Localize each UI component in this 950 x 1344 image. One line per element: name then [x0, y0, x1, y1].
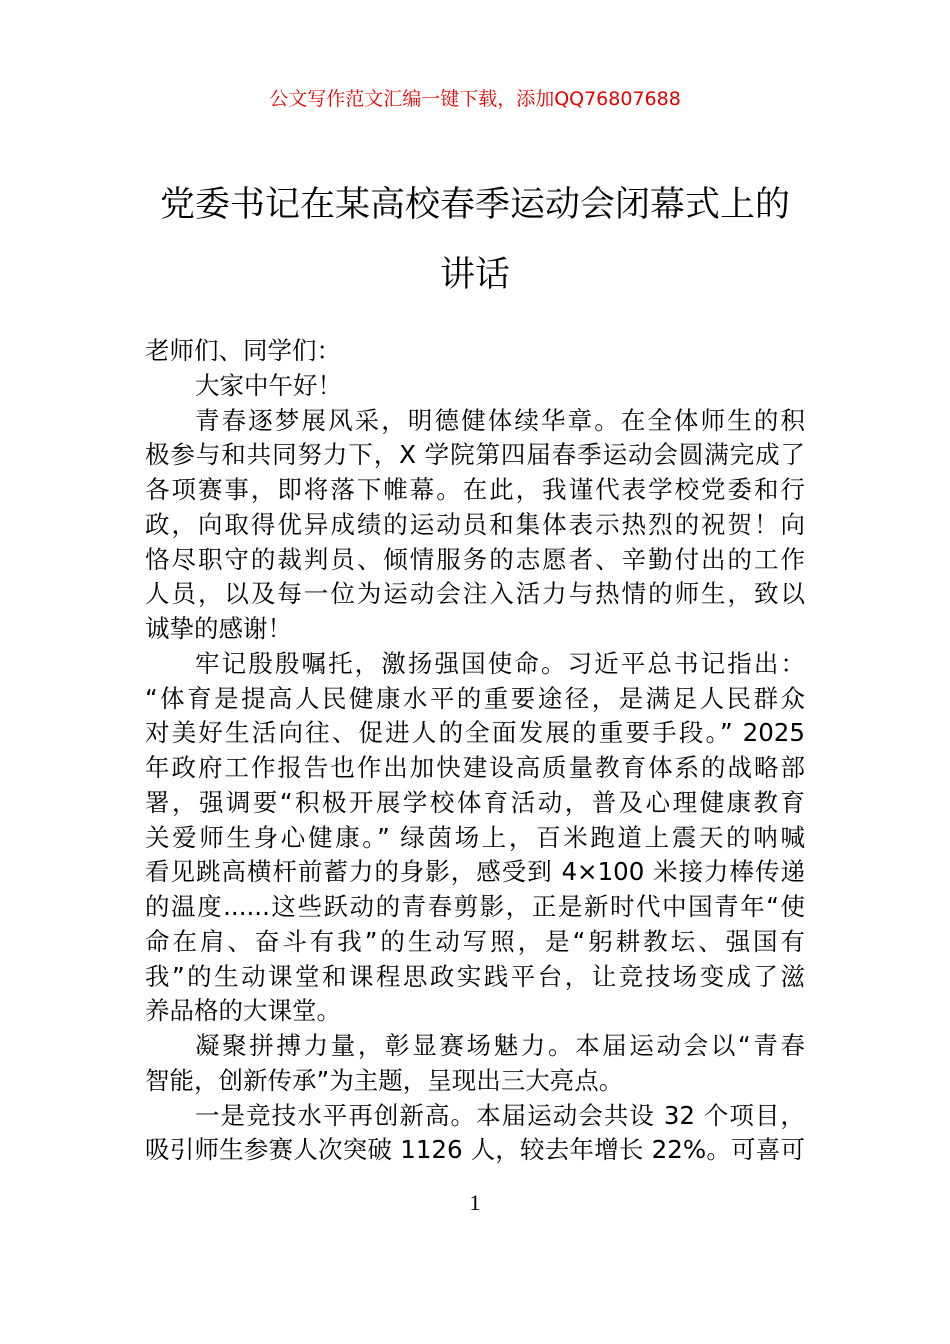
text-line: 我”的生动课堂和课程思政实践平台，让竞技场变成了滋: [145, 961, 805, 991]
promo-header: 公文写作范文汇编一键下载，添加QQ76807688: [269, 88, 681, 110]
paragraph: [145, 334, 805, 369]
text-line: 智能，创新传承”为主题，呈现出三大亮点。: [145, 1065, 624, 1095]
paragraph: [145, 369, 805, 404]
text-line: 极参与和共同努力下，X 学院第四届春季运动会圆满完成了: [145, 440, 805, 470]
text-line: 一是竞技水平再创新高。本届运动会共设 32 个项目，: [195, 1100, 805, 1130]
text-line: 恪尽职守的裁判员、倾情服务的志愿者、辛勤付出的工作: [145, 544, 805, 574]
text-line: 年政府工作报告也作出加快建设高质量教育体系的战略部: [145, 753, 805, 782]
text-line: 养品格的大课堂。: [145, 996, 341, 1026]
text-line: 的温度......这些跃动的青春剪影，正是新时代中国青年“使: [145, 892, 805, 921]
text-line: “体育是提高人民健康水平的重要途径，是满足人民群众: [145, 683, 805, 713]
paragraph: [145, 1029, 805, 1099]
text-line: 政，向取得优异成绩的运动员和集体表示热烈的祝贺！向: [145, 509, 805, 539]
text-line: 老师们、同学们：: [145, 336, 341, 365]
paragraph: [145, 1099, 805, 1169]
paragraph: [145, 404, 805, 647]
text-line: 青春逐梦展风采，明德健体续华章。在全体师生的积: [195, 405, 805, 435]
text-line: 吸引师生参赛人次突破 1126 人，较去年增长 22%。可喜可: [145, 1135, 805, 1165]
text-line: 对美好生活向往、促进人的全面发展的重要手段。” 2025: [145, 718, 805, 748]
text-line: 凝聚拼搏力量，彰显赛场魅力。本届运动会以“青春: [195, 1031, 805, 1060]
text-line: 关爱师生身心健康。” 绿茵场上，百米跑道上震天的呐喊: [145, 822, 805, 852]
paragraph: [145, 647, 805, 1029]
text-line: 署，强调要“积极开展学校体育活动，普及心理健康教育: [145, 787, 805, 817]
document-title: [130, 170, 820, 310]
page-number: 1: [469, 1190, 481, 1215]
document-body: [145, 334, 805, 1168]
text-line: 诚挚的感谢！: [145, 614, 292, 643]
text-line: 牢记殷殷嘱托，激扬强国使命。习近平总书记指出：: [195, 648, 805, 678]
text-line: 看见跳高横杆前蓄力的身影，感受到 4×100 米接力棒传递: [145, 857, 805, 887]
text-line: 大家中午好！: [195, 370, 342, 400]
text-line: 命在肩、奋斗有我”的生动写照，是“躬耕教坛、强国有: [145, 926, 805, 956]
title-line-2: 讲话: [439, 255, 510, 295]
text-line: 各项赛事，即将落下帷幕。在此，我谨代表学校党委和行: [145, 475, 805, 504]
text-line: 人员，以及每一位为运动会注入活力与热情的师生，致以: [145, 579, 805, 609]
title-line-1: 党委书记在某高校春季运动会闭幕式上的: [159, 185, 790, 225]
